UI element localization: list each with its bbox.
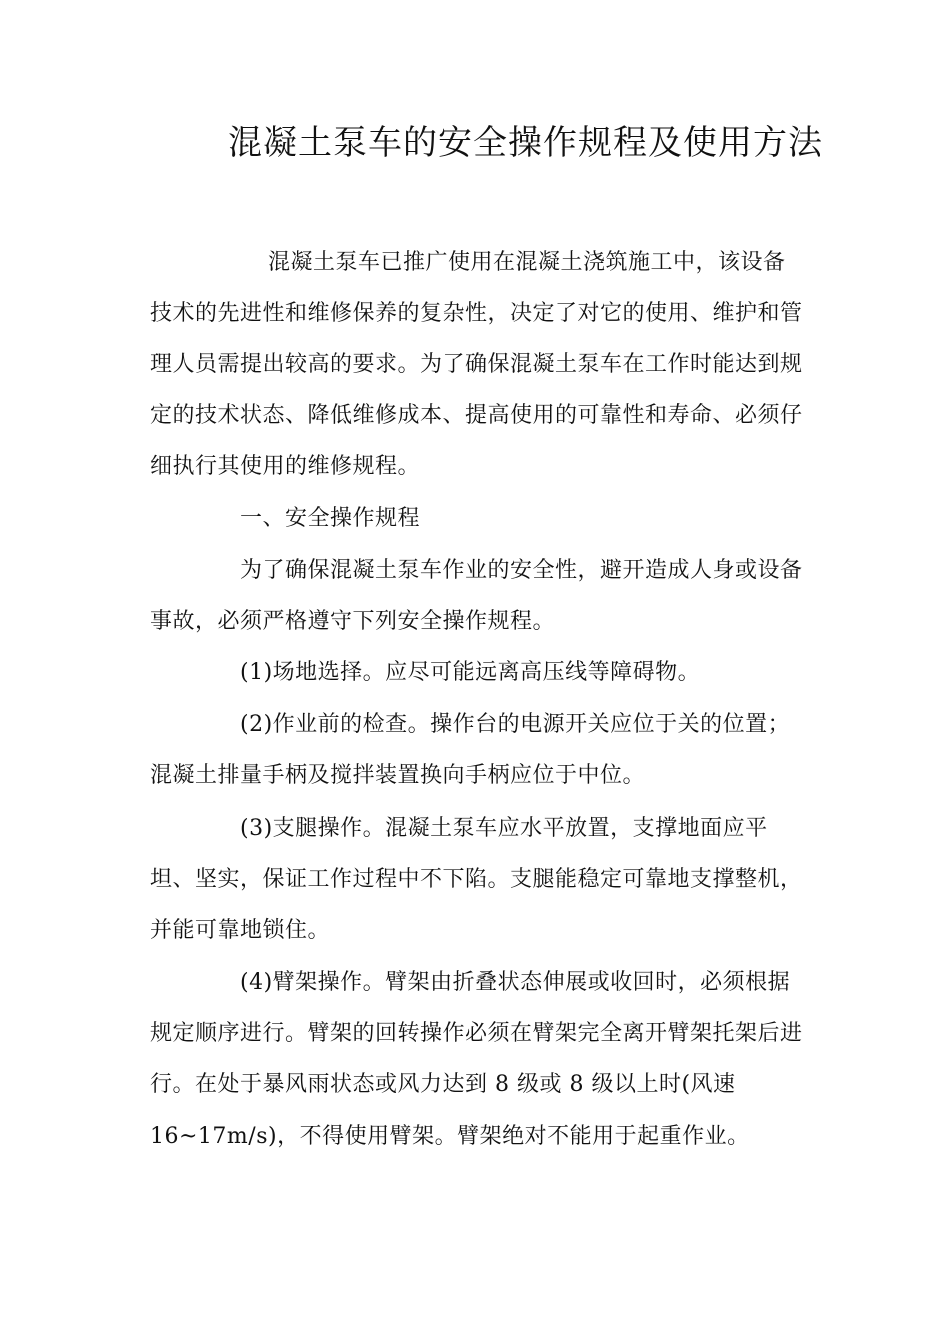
paragraph-line: 事故，必须严格遵守下列安全操作规程。 (150, 609, 556, 634)
paragraph-line: 技术的先进性和维修保养的复杂性，决定了对它的使用、维护和管 (150, 301, 803, 326)
paragraph-line: 混凝土排量手柄及搅拌装置换向手柄应位于中位。 (150, 763, 646, 788)
paragraph-line: 行。在处于暴风雨状态或风力达到 8 级或 8 级以上时(风速 (150, 1072, 736, 1097)
paragraph-line: 规定顺序进行。臂架的回转操作必须在臂架完全离开臂架托架后进 (150, 1021, 803, 1046)
paragraph-line: (2)作业前的检查。操作台的电源开关应位于关的位置； (240, 712, 791, 737)
paragraph-line: 混凝土泵车已推广使用在混凝土浇筑施工中，该设备 (268, 250, 786, 275)
section-heading: 一、安全操作规程 (240, 506, 421, 531)
paragraph-line: (3)支腿操作。混凝土泵车应水平放置，支撑地面应平 (240, 816, 768, 841)
paragraph-line: 定的技术状态、降低维修成本、提高使用的可靠性和寿命、必须仔 (150, 403, 803, 428)
document-title: 混凝土泵车的安全操作规程及使用方法 (228, 123, 823, 163)
paragraph-line: (4)臂架操作。臂架由折叠状态伸展或收回时，必须根据 (240, 970, 791, 995)
paragraph-line: (1)场地选择。应尽可能远离高压线等障碍物。 (240, 660, 701, 685)
paragraph-line: 为了确保混凝土泵车作业的安全性，避开造成人身或设备 (240, 558, 803, 583)
paragraph-line: 16~17m/s)，不得使用臂架。臂架绝对不能用于起重作业。 (150, 1124, 750, 1149)
paragraph-line: 理人员需提出较高的要求。为了确保混凝土泵车在工作时能达到规 (150, 352, 803, 377)
paragraph-line: 并能可靠地锁住。 (150, 918, 331, 943)
paragraph-line: 坦、坚实，保证工作过程中不下陷。支腿能稳定可靠地支撑整机， (150, 867, 803, 892)
paragraph-line: 细执行其使用的维修规程。 (150, 454, 421, 479)
